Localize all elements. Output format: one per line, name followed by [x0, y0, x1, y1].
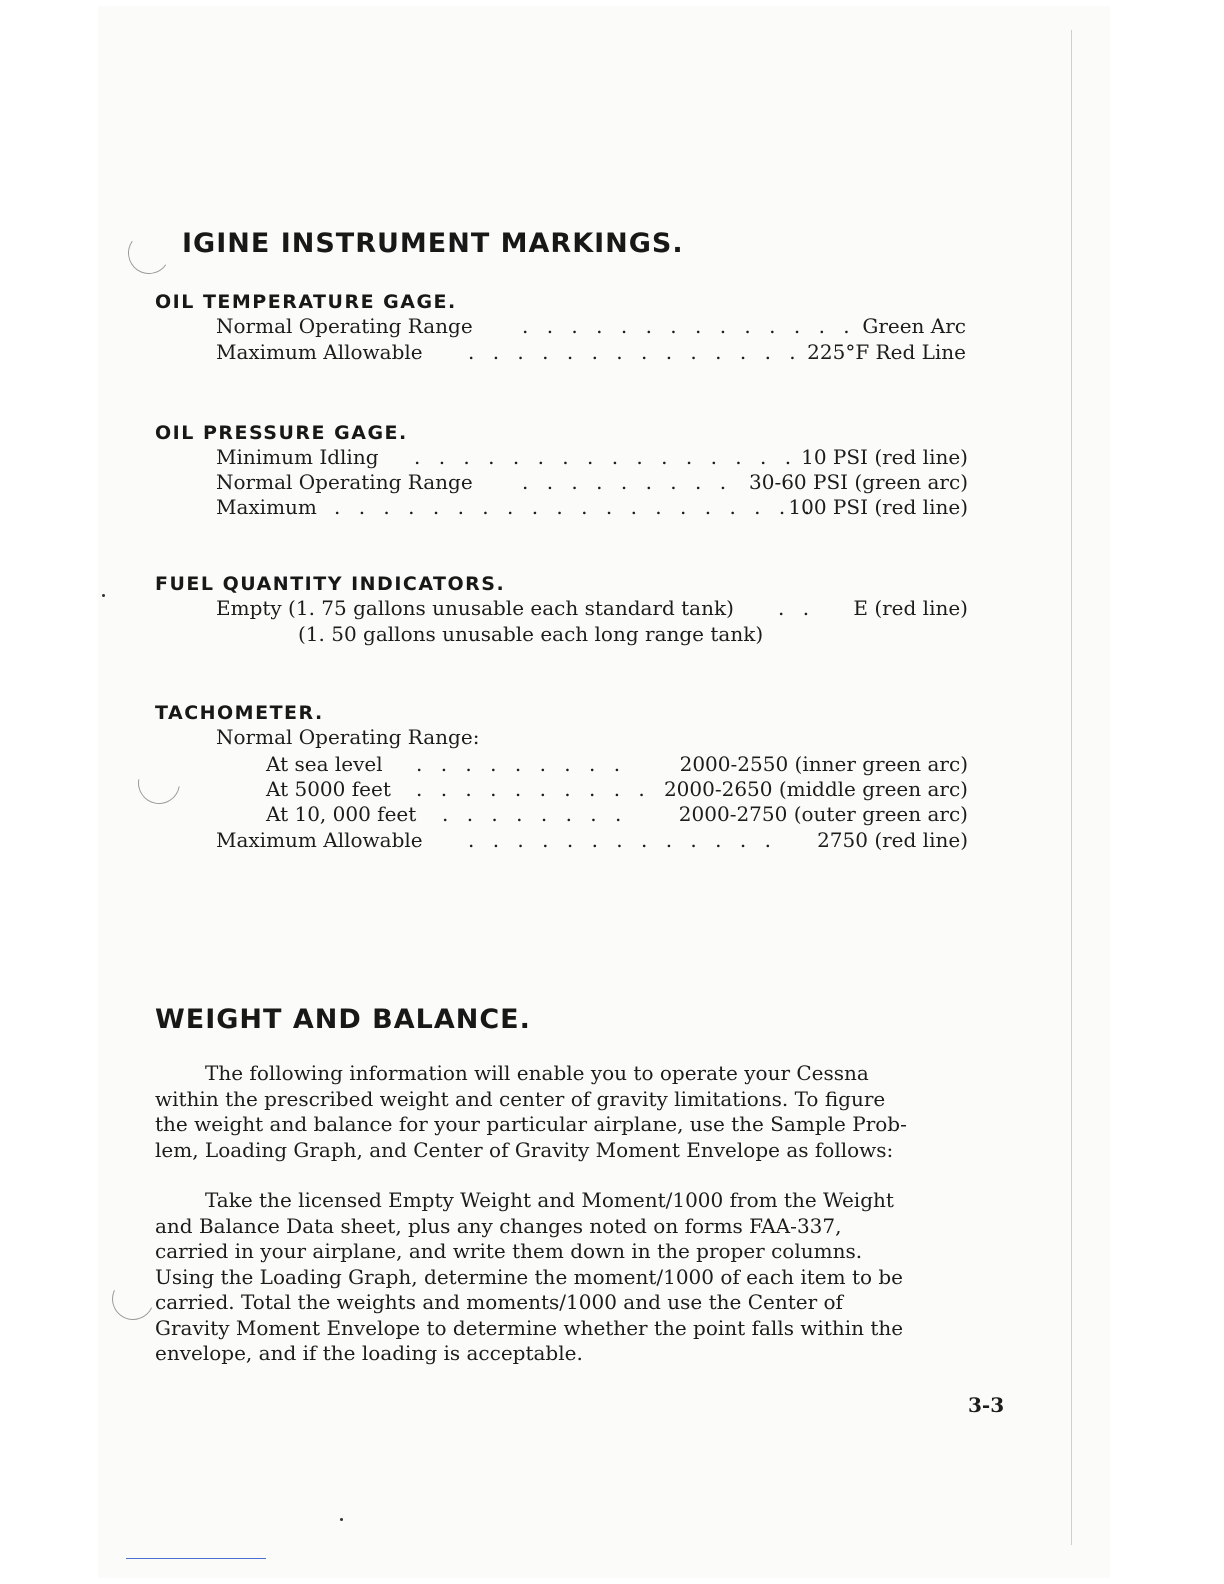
fuel-empty-row [216, 595, 968, 621]
leader-dots: . . . . . . . . . . . . . . . . [414, 445, 798, 469]
tach-max-row [216, 827, 968, 853]
paragraph-line: carried. Total the weights and moments/1000 and use the Center of [155, 1290, 843, 1314]
engine-instrument-markings-title: IGINE INSTRUMENT MARKINGS. [182, 228, 684, 259]
oil-pressure-heading: OIL PRESSURE GAGE. [155, 422, 408, 444]
leader-dots: . . [778, 596, 816, 620]
paragraph-line: and Balance Data sheet, plus any changes noted on forms FAA-337, [155, 1213, 842, 1238]
row-label: At sea level [266, 752, 383, 776]
weight-balance-paragraph-1 [155, 1061, 1005, 1163]
row-value: 30-60 PSI (green arc) [749, 470, 968, 494]
row-value: 10 PSI (red line) [801, 445, 968, 469]
row-value: 2000-2550 (inner green arc) [679, 752, 968, 776]
row-value: 225°F Red Line [807, 340, 966, 364]
oil-pressure-normal-row [216, 469, 968, 495]
row-value: 2750 (red line) [817, 828, 968, 852]
oil-pressure-min-row [216, 444, 968, 470]
leader-dots: . . . . . . . . . . [416, 777, 651, 801]
paragraph-line: envelope, and if the loading is acceptable. [155, 1341, 583, 1365]
oil-temperature-heading: OIL TEMPERATURE GAGE. [155, 291, 457, 313]
tach-normal-range-label [216, 724, 616, 750]
row-label: Normal Operating Range [216, 470, 473, 494]
paragraph-line: lem, Loading Graph, and Center of Gravity Moment Envelope as follows: [155, 1137, 894, 1162]
leader-dots: . . . . . . . . [442, 802, 628, 826]
row-label: Normal Operating Range [216, 314, 473, 338]
page-edge-line [1071, 30, 1072, 1545]
leader-dots: . . . . . . . . . . . . . . [522, 314, 856, 338]
leader-dots: . . . . . . . . . . . . . [468, 828, 777, 852]
row-label: (1. 50 gallons unusable each long range tank) [298, 622, 764, 646]
row-value: Green Arc [862, 314, 966, 338]
paragraph-line: Take the licensed Empty Weight and Moment/1000 from the Weight [205, 1188, 894, 1212]
paragraph-line: The following information will enable you to operate your Cessna [205, 1061, 869, 1085]
paragraph-line: carried in your airplane, and write them down in the proper columns. [155, 1239, 863, 1263]
leader-dots: . . . . . . . . . [416, 752, 627, 776]
row-value: 2000-2750 (outer green arc) [678, 802, 968, 826]
paragraph-line: within the prescribed weight and center of gravity limitations. To figure [155, 1086, 886, 1111]
tach-5000-row [266, 776, 968, 802]
bottom-underline [126, 1558, 266, 1559]
row-value: E (red line) [853, 596, 968, 620]
leader-dots: . . . . . . . . . . . . . . [468, 340, 802, 364]
row-label: Maximum Allowable [216, 340, 423, 364]
scan-speck [340, 1518, 343, 1521]
tach-sea-level-row [266, 751, 968, 777]
oil-temp-max-row [216, 339, 966, 365]
tachometer-heading: TACHOMETER. [155, 702, 324, 724]
scan-speck [102, 594, 105, 597]
tach-10000-row [266, 801, 968, 827]
leader-dots: . . . . . . . . . [522, 470, 733, 494]
row-label: Minimum Idling [216, 445, 379, 469]
fuel-long-range-row [298, 621, 898, 647]
paragraph-line: Gravity Moment Envelope to determine whether the point falls within the [155, 1315, 904, 1340]
weight-and-balance-title: WEIGHT AND BALANCE. [155, 1004, 531, 1035]
weight-balance-paragraph-2 [155, 1188, 1005, 1367]
row-label: Normal Operating Range: [216, 725, 480, 749]
row-value: 2000-2650 (middle green arc) [663, 777, 968, 801]
oil-temp-normal-row [216, 313, 966, 339]
row-label: At 10, 000 feet [266, 802, 417, 826]
row-label: At 5000 feet [266, 777, 391, 801]
paragraph-line: Using the Loading Graph, determine the moment/1000 of each item to be [155, 1264, 904, 1289]
fuel-quantity-heading: FUEL QUANTITY INDICATORS. [155, 573, 506, 595]
row-label: Empty (1. 75 gallons unusable each standard tank) [216, 596, 734, 620]
leader-dots: . . . . . . . . . . . . . . . . . . . . [334, 495, 816, 519]
row-value: 100 PSI (red line) [788, 495, 968, 519]
oil-pressure-max-row [216, 494, 968, 520]
paragraph-line: the weight and balance for your particular airplane, use the Sample Prob- [155, 1112, 907, 1136]
page-number: 3-3 [968, 1393, 1005, 1417]
row-label: Maximum Allowable [216, 828, 423, 852]
row-label: Maximum [216, 495, 317, 519]
